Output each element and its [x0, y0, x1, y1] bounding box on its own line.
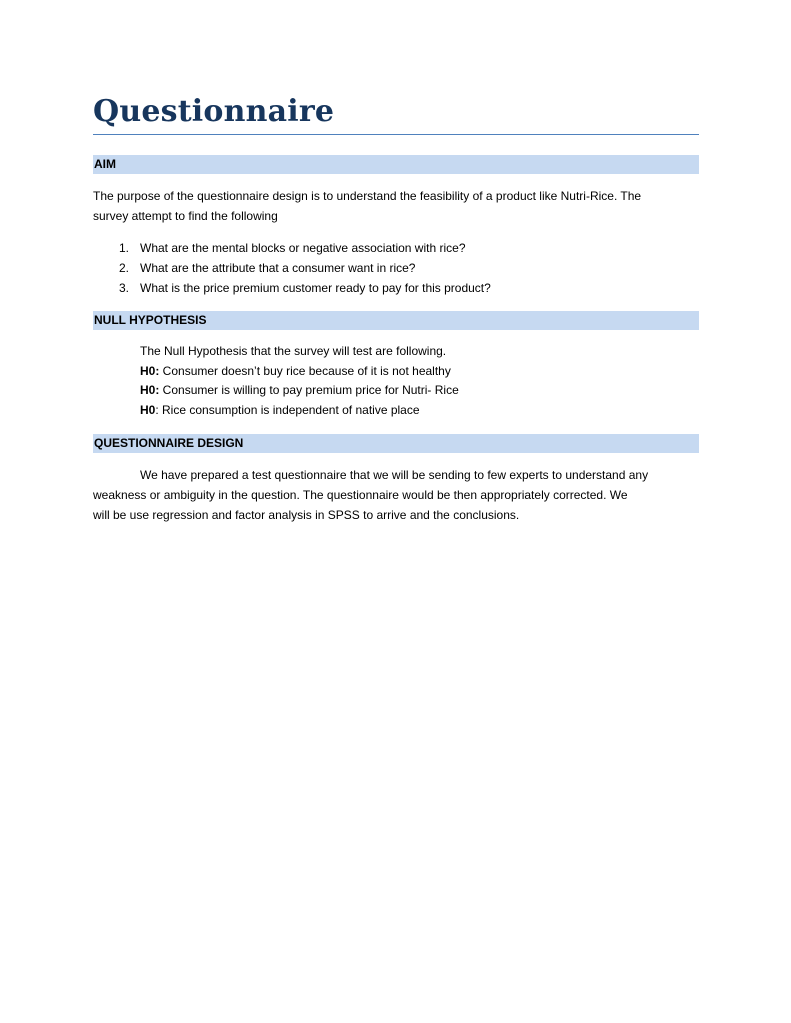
hypothesis-block: [93, 342, 699, 420]
design-line-3: will be use regression and factor analysis in SPSS to arrive and the conclusions.: [93, 508, 520, 522]
list-item-number: 2.: [118, 261, 129, 275]
list-item-number: 1.: [118, 241, 129, 255]
hypothesis-label: H0:: [140, 363, 160, 378]
questionnaire-design-body: [93, 465, 699, 525]
hypothesis-item: [140, 381, 699, 401]
design-line-1: We have prepared a test questionnaire that we will be sending to few experts to understand any: [140, 468, 649, 482]
hypothesis-text: : Rice consumption is independent of native place: [155, 402, 420, 417]
design-line-2: weakness or ambiguity in the question. The questionnaire would be then appropriately corrected. We: [93, 488, 628, 502]
list-item: [93, 258, 699, 278]
list-item-text: What is the price premium customer ready to pay for this product?: [140, 281, 491, 295]
aim-question-list: [93, 238, 699, 298]
hypothesis-label: H0: [140, 402, 156, 417]
list-item-number: 3.: [118, 281, 129, 295]
hypothesis-item: [140, 401, 699, 421]
aim-intro-line-1: The purpose of the questionnaire design is to understand the feasibility of a product like Nutri-Rice. The: [93, 189, 642, 203]
page-title: Questionnaire: [93, 94, 335, 129]
null-hypothesis-heading: NULL HYPOTHESIS: [93, 311, 699, 330]
list-item-text: What are the attribute that a consumer want in rice?: [140, 261, 416, 275]
aim-heading: AIM: [93, 155, 699, 174]
hypothesis-text: Consumer is willing to pay premium price for Nutri- Rice: [159, 383, 459, 397]
list-item-text: What are the mental blocks or negative association with rice?: [140, 241, 466, 255]
title-underline: [93, 134, 699, 135]
hypothesis-label: H0:: [140, 383, 160, 397]
document-page: [93, 92, 699, 525]
hypothesis-item: [140, 362, 699, 382]
list-item: [93, 278, 699, 298]
questionnaire-design-heading: QUESTIONNAIRE DESIGN: [93, 434, 699, 453]
list-item: [93, 238, 699, 258]
aim-intro-line-2: survey attempt to find the following: [93, 209, 278, 223]
hypothesis-text: Consumer doesn’t buy rice because of it is not healthy: [159, 363, 451, 378]
hypothesis-intro: The Null Hypothesis that the survey will test are following.: [140, 344, 447, 358]
